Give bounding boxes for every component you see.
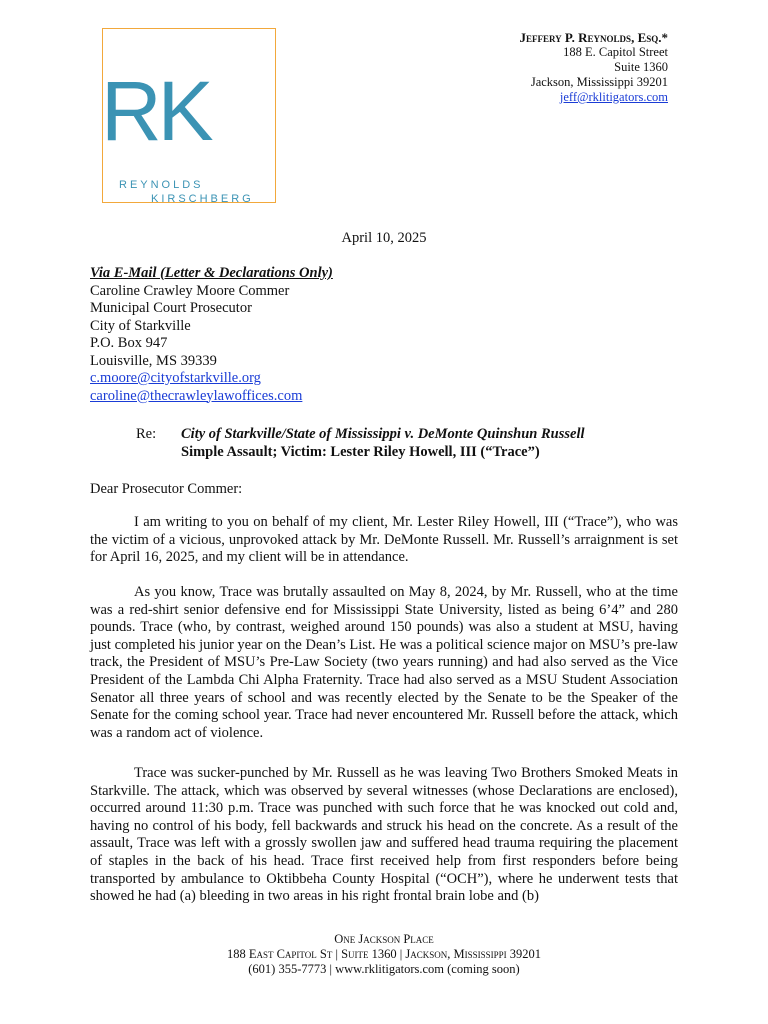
footer-address: 188 East Capitol St | Suite 1360 | Jackson, Mississippi 39201 [226,947,542,961]
recipient-name: Caroline Crawley Moore Commer [90,282,290,299]
logo-name-line1: REYNOLDS [119,179,204,191]
letterhead-footer [0,932,768,977]
footer-building: One Jackson Place [334,932,434,946]
delivery-method: Via E-Mail (Letter & Declarations Only) [90,265,333,281]
sender-city: Jackson, Mississippi 39201 [530,75,668,89]
sender-suite: Suite 1360 [614,60,668,74]
firm-logo [102,28,276,203]
sender-street: 188 E. Capitol Street [563,45,668,59]
recipient-email-link-1[interactable]: c.moore@cityofstarkville.org [90,370,261,386]
salutation: Dear Prosecutor Commer: [90,481,243,497]
body-paragraph-1: I am writing to you on behalf of my client, Mr. Lester Riley Howell, III (“Trace”), who was the victim of a vicious, unprovoked attack by Mr. DeMonte Russell. Mr. Russell’s arraignment is set for April 16, 2025, and my client will be in attendance. [90,514,678,566]
sender-email-link[interactable]: jeff@rklitigators.com [559,90,668,104]
recipient-block [90,265,333,405]
recipient-po-box: P.O. Box 947 [90,335,168,351]
logo-monogram: RK [101,64,210,158]
recipient-city: Louisville, MS 39339 [90,352,217,369]
footer-contact: (601) 355-7773 | www.rklitigators.com (coming soon) [248,962,520,976]
recipient-email-link-2[interactable]: caroline@thecrawleylawoffices.com [90,387,303,404]
recipient-org: City of Starkville [90,317,191,334]
body-paragraph-3: Trace was sucker-punched by Mr. Russell as he was leaving Two Brothers Smoked Meats in Starkville. The attack, which was observed by several witnesses (whose Declarations are enclosed), occurred around 11:30 p.m. Trace was punched with such force that he was knocked out cold and, having no control of his body, fell backwards and struck his head on the concrete. As a result of the assault, Trace was left with a grossly swollen jaw and suffered head trauma requiring the placement of staples in the back of his head. Trace first received help from first responders before being transported by ambulance to Oktibbeha County Hospital (“OCH”), where he underwent tests that showed he had (a) bleeding in two areas in his right frontal brain lobe and (b) [90,765,678,905]
matter-description: Simple Assault; Victim: Lester Riley Howell, III (“Trace”) [181,443,540,460]
body-paragraph-2: As you know, Trace was brutally assaulted on May 8, 2024, by Mr. Russell, who at the time was a red-shirt senior defensive end for Mississippi State University, listed as being 6’4” and 280 pounds. Trace (who, by contrast, weighed around 150 pounds) was also a student at MSU, having just completed his junior year on the Dean’s List. He was a political science major on MSU’s pre-law track, the President of MSU’s Pre-Law Society (two years running) and had also served as the Vice President of the Lambda Chi Alpha Fraternity. Trace had also served as a MSU Student Association Senator all three years of school and was recently elected by the Senate to be the Speaker of the Senate for the coming school year. Trace had never encountered Mr. Russell before the attack, which was a random act of violence. [90,584,678,741]
recipient-title: Municipal Court Prosecutor [90,300,252,316]
subject-label: Re: [136,426,157,442]
case-caption: City of Starkville/State of Mississippi v. DeMonte Quinshun Russell [181,426,585,442]
sender-block [519,30,668,105]
sender-name: Jeffery P. Reynolds, Esq.* [519,30,668,45]
letter-date: April 10, 2025 [341,230,427,246]
logo-name-line2: KIRSCHBERG [151,193,254,205]
